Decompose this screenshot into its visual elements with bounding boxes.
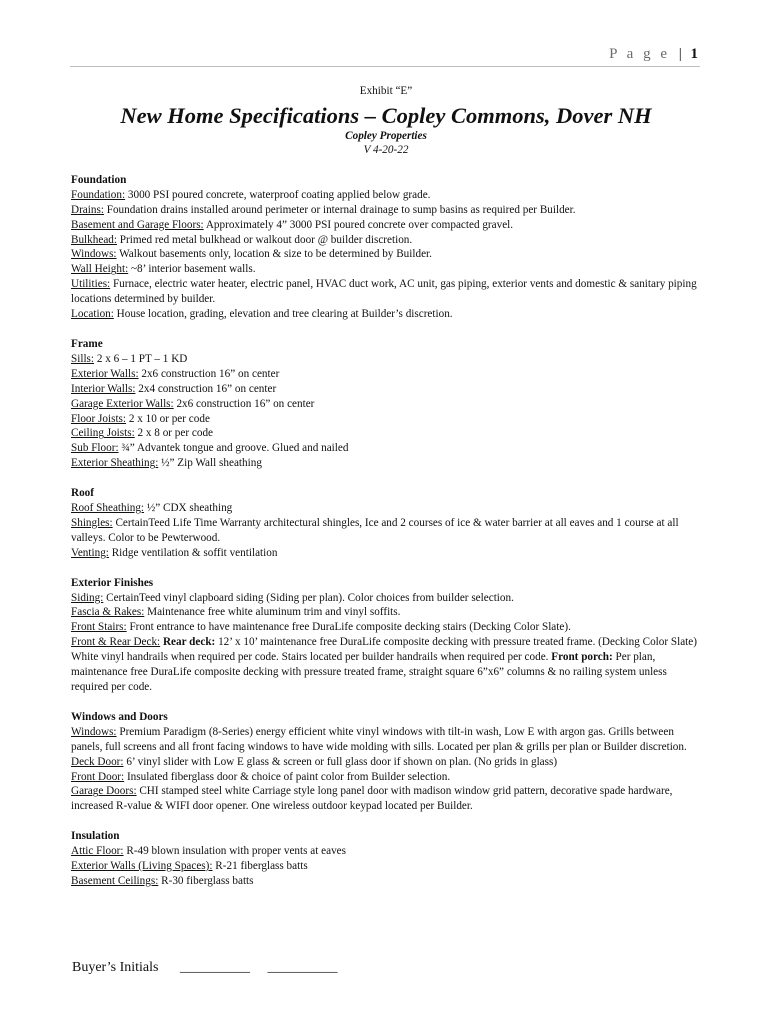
spec-text: 2 x 8 or per code bbox=[134, 427, 214, 440]
spec-item bbox=[71, 218, 701, 233]
spec-text: Foundation drains installed around perimeter or internal drainage to sump basins as required per Builder. bbox=[103, 203, 576, 216]
initials-label: Buyer’s Initials bbox=[72, 960, 159, 975]
header-rule bbox=[70, 66, 700, 67]
spec-label: Floor Joists: bbox=[71, 412, 127, 425]
spec-item bbox=[71, 591, 701, 606]
spec-text: 3000 PSI poured concrete, waterproof coating applied below grade. bbox=[125, 188, 431, 201]
spec-label: Basement and Garage Floors: bbox=[71, 218, 204, 231]
front-porch-label: Front porch: bbox=[548, 651, 613, 664]
spec-text: ¾” Advantek tongue and groove. Glued and nailed bbox=[118, 442, 349, 455]
section-heading: Roof bbox=[71, 487, 94, 500]
spec-label: Ceiling Joists: bbox=[71, 427, 135, 440]
spec-text: ~8’ interior basement walls. bbox=[128, 263, 256, 276]
spec-item bbox=[71, 859, 701, 874]
spec-item bbox=[71, 516, 701, 546]
spec-label: Windows: bbox=[71, 248, 117, 261]
spec-label: Exterior Walls: bbox=[71, 367, 139, 380]
spec-item bbox=[71, 233, 701, 248]
spec-text: CHI stamped steel white Carriage style long panel door with madison window grid pattern, decorative spade hardware, increased R-value & WIFI door opener. One wireless outdoor keypad located per Builder. bbox=[71, 785, 673, 813]
spec-label: Roof Sheathing: bbox=[71, 502, 145, 515]
spec-text: Front entrance to have maintenance free DuraLife composite decking stairs (Decking Color Slate). bbox=[126, 621, 571, 634]
spec-text: CertainTeed vinyl clapboard siding (Siding per plan). Color choices from builder selection. bbox=[103, 591, 514, 604]
document-body bbox=[71, 84, 701, 889]
spec-item bbox=[71, 770, 701, 785]
spec-text: Premium Paradigm (8-Series) energy efficient white vinyl windows with tilt-in wash, Low E with argon gas. Grills between panels, full screens and all front facing windows to have wide molding with sills. Located per plan & grills per plan or Builder discretion. bbox=[71, 725, 687, 753]
spec-text: ½” Zip Wall sheathing bbox=[158, 457, 262, 470]
spec-item bbox=[71, 441, 701, 456]
spec-text: Maintenance free white aluminum trim and vinyl soffits. bbox=[144, 606, 401, 619]
page-number: 1 bbox=[690, 46, 698, 62]
spec-label: Front Door: bbox=[71, 770, 125, 783]
spec-label: Exterior Sheathing: bbox=[71, 457, 159, 470]
spec-text: 2x4 construction 16” on center bbox=[135, 382, 277, 395]
spec-item bbox=[71, 262, 701, 277]
section-heading: Exterior Finishes bbox=[71, 576, 154, 589]
document-version: V 4-20-22 bbox=[363, 143, 409, 156]
spec-item bbox=[71, 188, 701, 203]
section-insulation bbox=[71, 829, 701, 889]
spec-text: Furnace, electric water heater, electric panel, HVAC duct work, AC unit, gas piping, exterior vents and domestic & sanitary piping locations determined by builder. bbox=[71, 278, 697, 306]
spec-item bbox=[71, 844, 701, 859]
initials-blank-2: __________ bbox=[267, 960, 338, 975]
spec-label: Bulkhead: bbox=[71, 233, 117, 246]
spec-item bbox=[71, 755, 701, 770]
spec-label: Siding: bbox=[71, 591, 104, 604]
section-exterior-finishes bbox=[71, 576, 701, 695]
spec-text: CertainTeed Life Time Warranty architectural shingles, Ice and 2 courses of ice & water barrier at all eaves and 1 course at all valleys. Color to be Pewterwood. bbox=[71, 516, 679, 544]
spec-text: Per plan, maintenance free DuraLife composite decking with pressure treated frame, straight square 6”x6” columns & no railing system unless required per code. bbox=[71, 651, 667, 693]
spec-item bbox=[71, 605, 701, 620]
spec-text: Approximately 4” 3000 PSI poured concrete over compacted gravel. bbox=[203, 218, 514, 231]
spec-text: House location, grading, elevation and tree clearing at Builder’s discretion. bbox=[113, 308, 453, 321]
spec-text: Ridge ventilation & soffit ventilation bbox=[108, 546, 278, 559]
spec-label: Location: bbox=[71, 308, 114, 321]
spec-text: 2 x 6 – 1 PT – 1 KD bbox=[94, 352, 188, 365]
spec-text: 2 x 10 or per code bbox=[126, 412, 210, 425]
spec-item bbox=[71, 426, 701, 441]
spec-text: Walkout basements only, location & size to be determined by Builder. bbox=[116, 248, 432, 261]
spec-item bbox=[71, 382, 701, 397]
spec-label: Utilities: bbox=[71, 278, 111, 291]
spec-label: Attic Floor: bbox=[71, 845, 124, 858]
spec-item bbox=[71, 367, 701, 382]
spec-label: Fascia & Rakes: bbox=[71, 606, 145, 619]
spec-text: R-30 fiberglass batts bbox=[158, 874, 254, 887]
initials-blank-1: __________ bbox=[179, 960, 250, 975]
spec-text: R-49 blown insulation with proper vents at eaves bbox=[123, 845, 346, 858]
spec-item bbox=[71, 501, 701, 516]
section-foundation bbox=[71, 173, 701, 322]
spec-label: Foundation: bbox=[71, 188, 126, 201]
spec-text: 2x6 construction 16” on center bbox=[138, 367, 280, 380]
spec-text: ½” CDX sheathing bbox=[144, 502, 233, 515]
exhibit-label: Exhibit “E” bbox=[359, 85, 413, 97]
spec-label: Front Stairs: bbox=[71, 621, 127, 634]
spec-label: Garage Exterior Walls: bbox=[71, 397, 174, 410]
spec-item bbox=[71, 546, 701, 561]
spec-label: Shingles: bbox=[71, 516, 113, 529]
spec-item bbox=[71, 277, 701, 307]
spec-label: Front & Rear Deck: bbox=[71, 636, 161, 649]
spec-item bbox=[71, 352, 701, 367]
rear-deck-label: Rear deck: bbox=[160, 636, 216, 649]
page-separator: | bbox=[678, 46, 682, 62]
page-number-header bbox=[609, 46, 698, 63]
section-heading: Windows and Doors bbox=[71, 710, 168, 723]
spec-item bbox=[71, 456, 701, 471]
spec-text: R-21 fiberglass batts bbox=[212, 860, 308, 873]
spec-text: Insulated fiberglass door & choice of paint color from Builder selection. bbox=[124, 770, 451, 783]
spec-item bbox=[71, 397, 701, 412]
spec-text: 6’ vinyl slider with Low E glass & screen or full glass door if shown on plan. (No grids in glass) bbox=[123, 755, 558, 768]
spec-label: Sub Floor: bbox=[71, 442, 119, 455]
spec-item bbox=[71, 725, 701, 755]
document-title: New Home Specifications – Copley Commons, Dover NH bbox=[120, 102, 652, 128]
spec-text: 2x6 construction 16” on center bbox=[173, 397, 315, 410]
section-frame bbox=[71, 337, 701, 471]
spec-item bbox=[71, 620, 701, 635]
company-name: Copley Properties bbox=[345, 129, 427, 142]
section-heading: Frame bbox=[71, 337, 103, 350]
spec-item bbox=[71, 247, 701, 262]
spec-item bbox=[71, 874, 701, 889]
spec-label: Windows: bbox=[71, 725, 117, 738]
spec-label: Basement Ceilings: bbox=[71, 874, 159, 887]
section-windows-doors bbox=[71, 710, 701, 814]
section-heading: Insulation bbox=[71, 830, 120, 843]
spec-label: Interior Walls: bbox=[71, 382, 136, 395]
buyers-initials-footer bbox=[72, 960, 337, 976]
spec-item bbox=[71, 784, 701, 814]
section-heading: Foundation bbox=[71, 173, 127, 186]
spec-item bbox=[71, 307, 701, 322]
spec-text: 12’ x 10’ maintenance free DuraLife composite decking with pressure treated frame. (Decking Color Slate) White vinyl handrails when required per code. Stairs located per builder handrails when required per code. bbox=[71, 636, 697, 664]
spec-label: Exterior Walls (Living Spaces): bbox=[71, 860, 213, 873]
spec-label: Wall Height: bbox=[71, 263, 129, 276]
spec-label: Sills: bbox=[71, 352, 95, 365]
spec-label: Venting: bbox=[71, 546, 109, 559]
spec-text: Primed red metal bulkhead or walkout door @ builder discretion. bbox=[117, 233, 413, 246]
spec-item bbox=[71, 203, 701, 218]
spec-item bbox=[71, 412, 701, 427]
spec-label: Garage Doors: bbox=[71, 785, 137, 798]
page-word: P a g e bbox=[609, 46, 670, 62]
spec-label: Drains: bbox=[71, 203, 104, 216]
spec-label: Deck Door: bbox=[71, 755, 124, 768]
section-roof bbox=[71, 486, 701, 561]
spec-item bbox=[71, 635, 701, 695]
